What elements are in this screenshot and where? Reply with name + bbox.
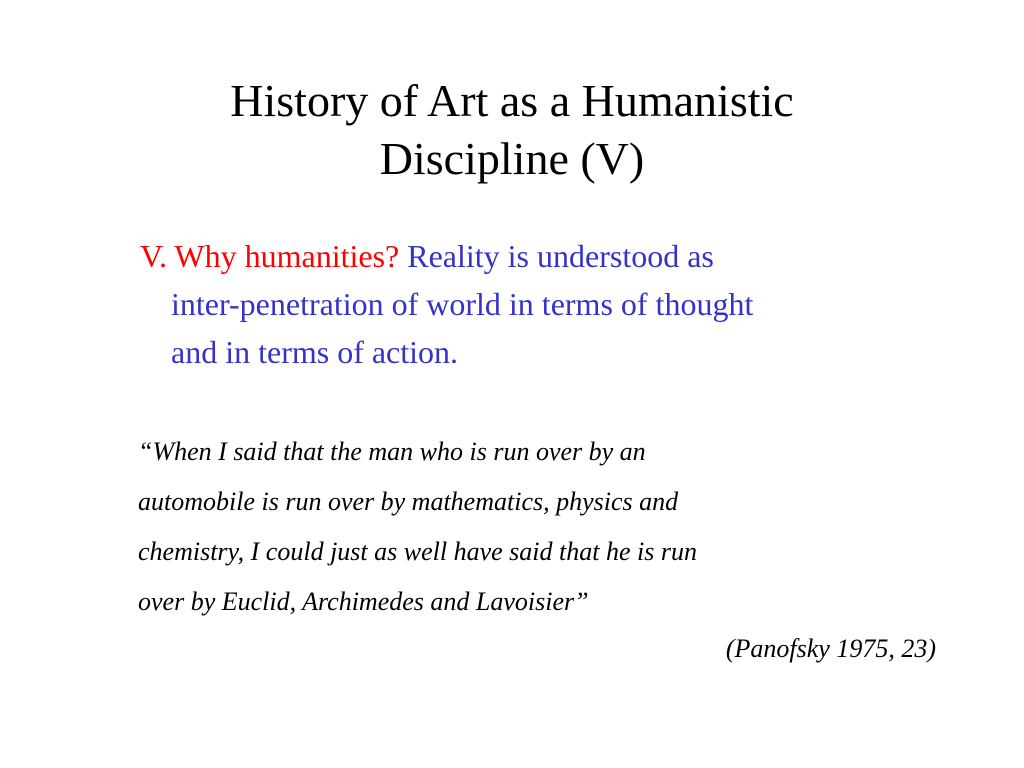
bullet-label: V. Why humanities? [140, 238, 400, 274]
quotation-line: over by Euclid, Archimedes and Lavoisier” [138, 587, 589, 616]
bullet-text-line-3: and in terms of action. [171, 334, 459, 370]
quotation-line: automobile is run over by mathematics, physics and [138, 487, 679, 516]
slide-title-line-2: Discipline (V) [379, 133, 645, 184]
bullet-text-line-1: Reality is understood as [407, 238, 714, 274]
bullet-text-line-2: inter-penetration of world in terms of thought [171, 286, 754, 322]
bullet-point [140, 232, 930, 376]
quotation-line: “When I said that the man who is run over by an [138, 437, 646, 466]
slide-title [112, 72, 912, 188]
slide-title-line-1: History of Art as a Humanistic [230, 75, 794, 126]
quotation-line: chemistry, I could just as well have said that he is run [138, 537, 697, 566]
citation: (Panofsky 1975, 23) [725, 634, 936, 663]
quotation [138, 427, 938, 627]
